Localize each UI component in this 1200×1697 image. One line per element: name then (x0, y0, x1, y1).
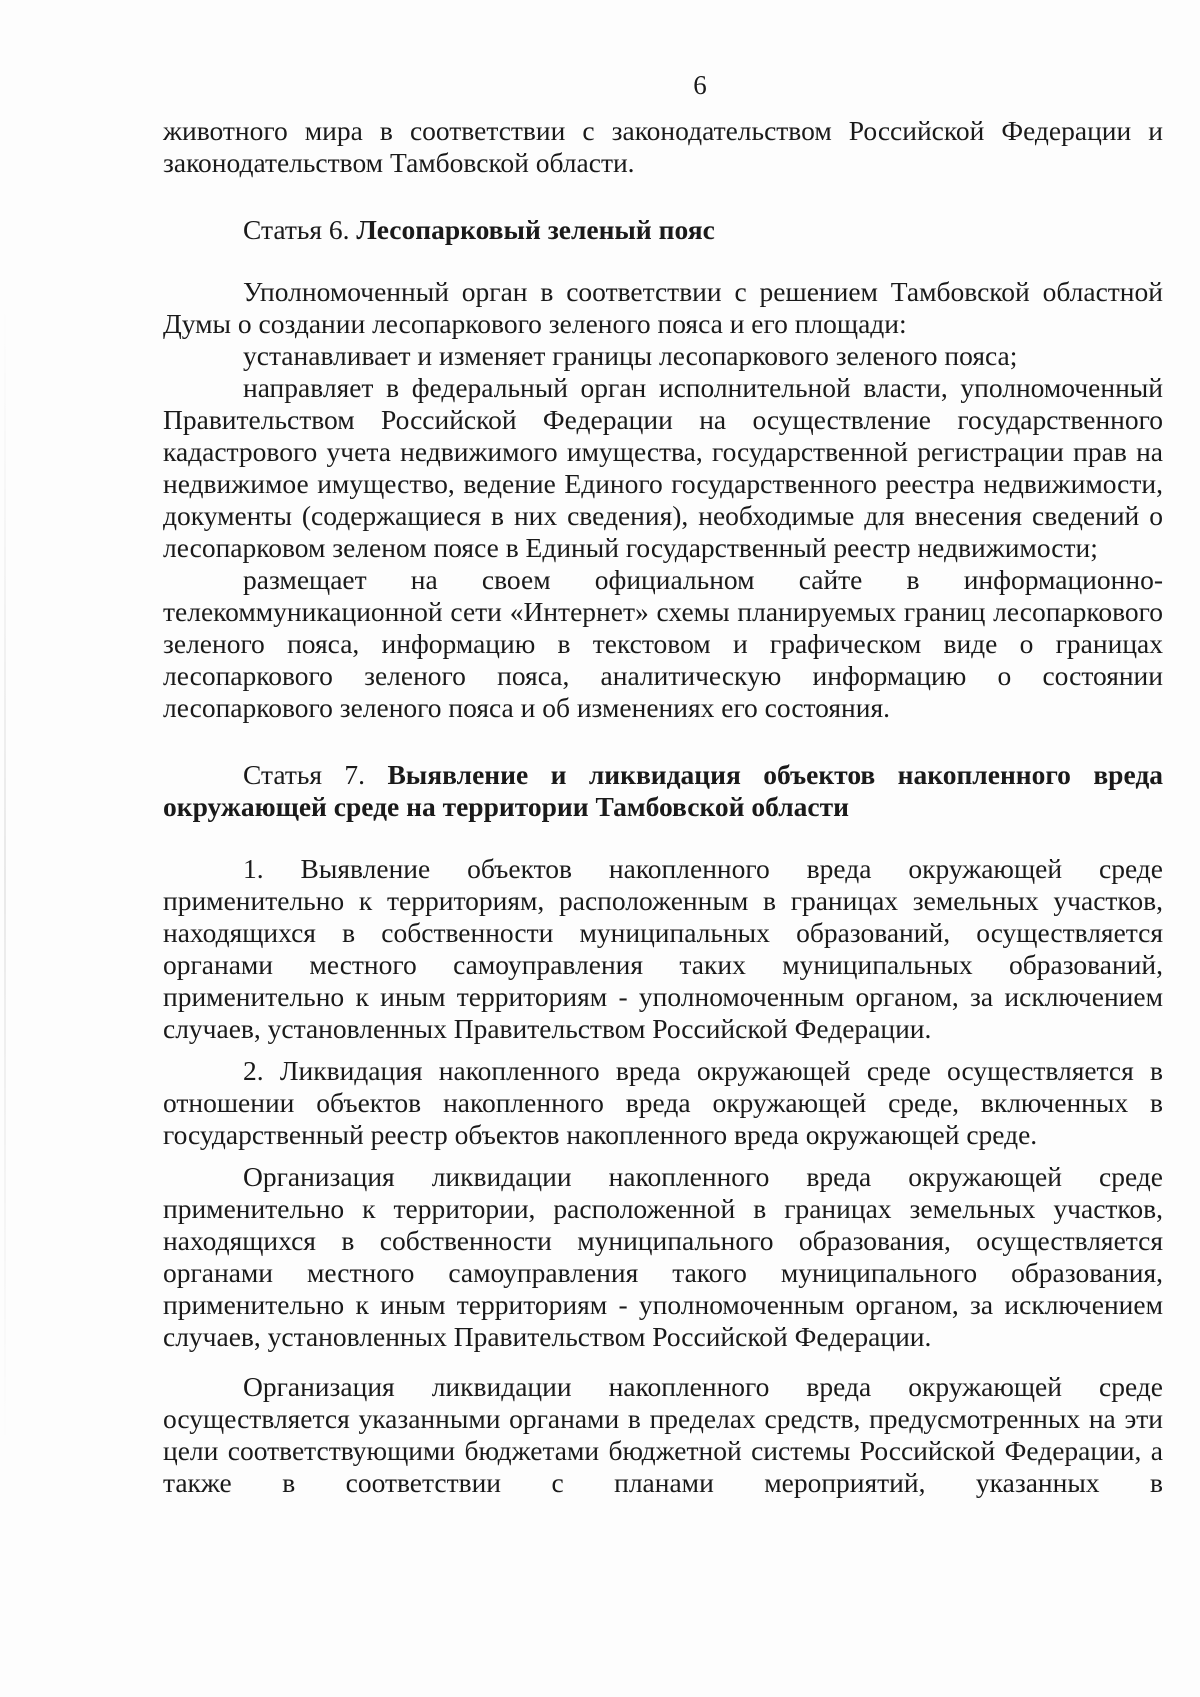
article-7-paragraph-4: Организация ликвидации накопленного вреда окружающей среде осуществляется указанными органами в пределах средств, предусмотренных на эти цели соответствующими бюджетами бюджетной системы Российской Федерации, а также в соответствии с планами мероприятий, указанных в (163, 1371, 1163, 1498)
article-7-paragraph-3: Организация ликвидации накопленного вреда окружающей среде применительно к территории, расположенной в границах земельных участков, находящихся в собственности муниципального образования, осуществляется органами местного самоуправления такого муниципального образования, применительно к иным территориям - уполномоченным органом, за исключением случаев, установленных Правительством Российской Федерации. (163, 1161, 1163, 1352)
article-6-item-2: направляет в федеральный орган исполнительной власти, уполномоченный Правительством Российской Федерации на осуществление государственного кадастрового учета недвижимого имущества, государственной регистрации прав на недвижимое имущество, ведение Единого государственного реестра недвижимости, документы (содержащиеся в них сведения), необходимые для внесения сведений о лесопарковом зеленом поясе в Единый государственный реестр недвижимости; (163, 372, 1163, 563)
scan-edge-shadow (4, 300, 6, 1450)
page-number: 6 (693, 70, 707, 100)
article-6-item-3: размещает на своем официальном сайте в информационно-телекоммуникационной сети «Интернет» схемы планируемых границ лесопаркового зеленого пояса, информацию в текстовом и графическом виде о границах лесопаркового зеленого пояса, аналитическую информацию о состоянии лесопаркового зеленого пояса и об изменениях его состояния. (163, 564, 1163, 723)
article-6-prefix: Статья 6. (243, 214, 357, 245)
article-7-prefix: Статья 7. (243, 759, 388, 790)
article-6-heading (163, 214, 1163, 246)
article-7-heading (163, 759, 1163, 823)
article-7-paragraph-2: 2. Ликвидация накопленного вреда окружающей среде осуществляется в отношении объектов накопленного вреда окружающей среде, включенных в государственный реестр объектов накопленного вреда окружающей среде. (163, 1055, 1163, 1150)
document-body (163, 115, 1163, 1499)
article-6-title: Лесопарковый зеленый пояс (356, 214, 715, 245)
article-7-paragraph-1: 1. Выявление объектов накопленного вреда окружающей среде применительно к территориям, расположенным в границах земельных участков, находящихся в собственности муниципальных образований, осуществляется органами местного самоуправления таких муниципальных образований, применительно к иным территориям - уполномоченным органом, за исключением случаев, установленных Правительством Российской Федерации. (163, 853, 1163, 1044)
intro-continuation: животного мира в соответствии с законодательством Российской Федерации и законодательством Тамбовской области. (163, 115, 1163, 178)
article-6-item-1: устанавливает и изменяет границы лесопаркового зеленого пояса; (243, 340, 1018, 371)
article-7-title: Выявление и ликвидация объектов накопленного вреда окружающей среде на территории Тамбовской области (163, 759, 1163, 822)
article-6-lead: Уполномоченный орган в соответствии с решением Тамбовской областной Думы о создании лесопаркового зеленого пояса и его площади: (163, 276, 1163, 339)
